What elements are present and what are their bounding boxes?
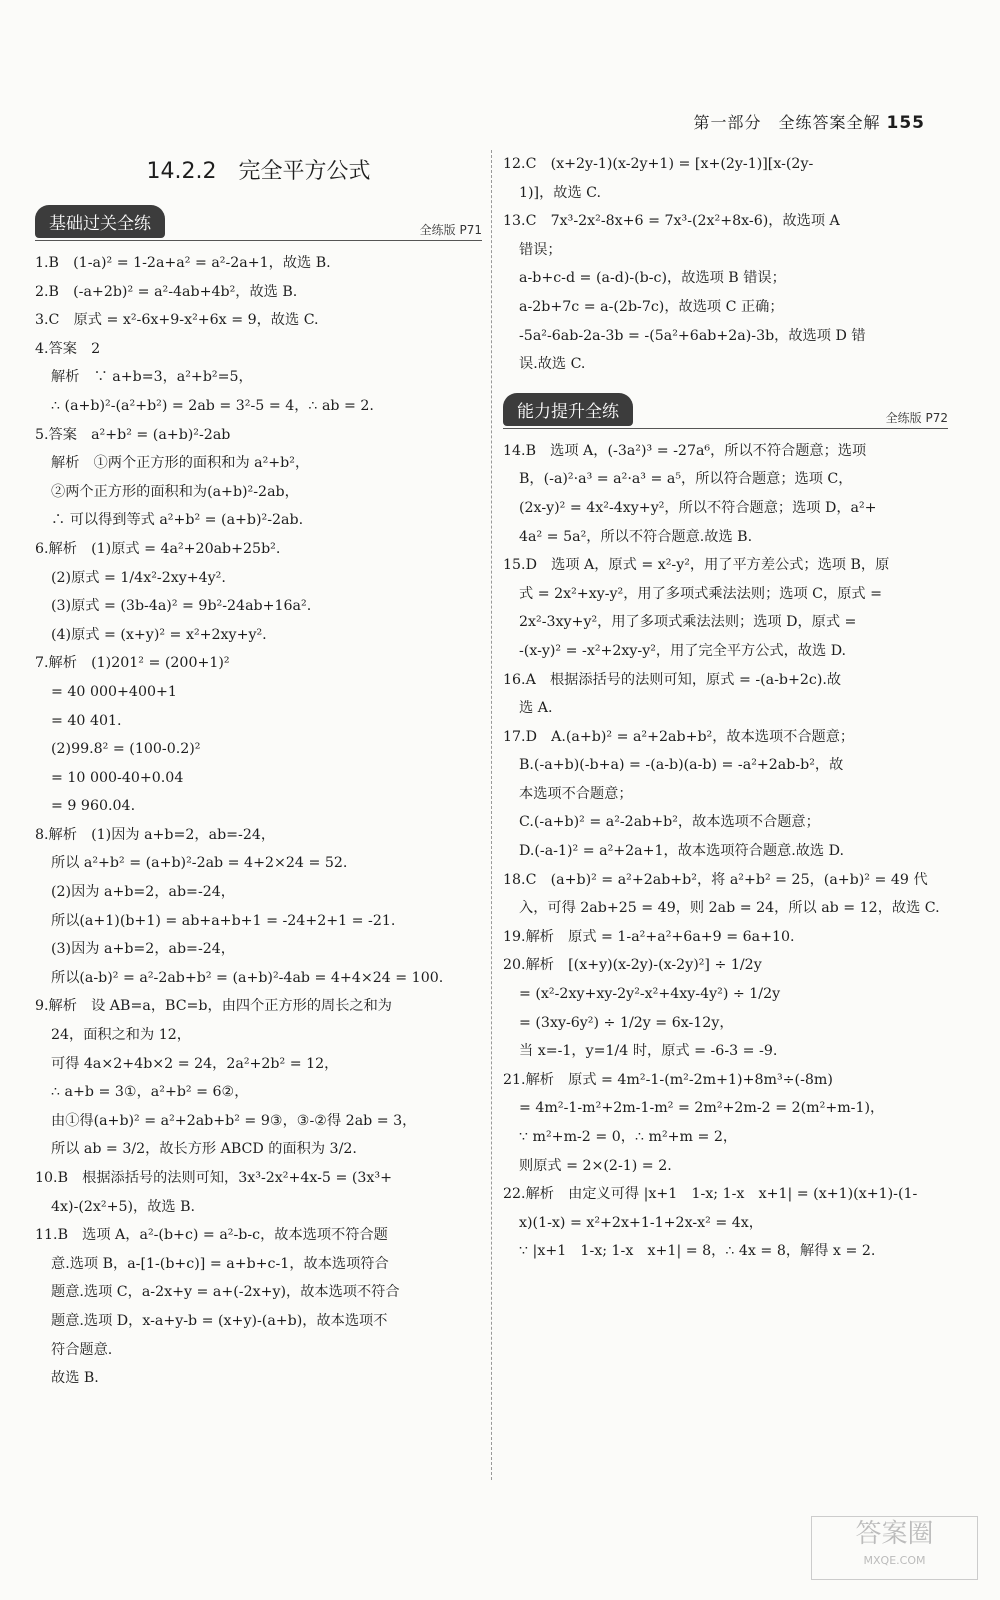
answer-line: 选 A. [519,700,553,717]
section-header-advanced [503,393,948,429]
answer-line: (3)原式 = (3b-4a)² = 9b²-24ab+16a². [51,598,312,615]
answer-line: 故选 B. [51,1370,99,1387]
answer-line: a-2b+7c = a-(2b-7c)，故选项 C 正确； [519,298,784,315]
answer-line: = 4m²-1-m²+2m-1-m² = 2m²+2m-2 = 2(m²+m-1)， [519,1100,885,1117]
column-divider [491,150,492,1480]
right-answer-list-bottom [503,437,948,1266]
answer-line: 19.解析 原式 = 1-a²+a²+6a+9 = 6a+10. [503,928,795,945]
answer-line: 题意.选项 D，x-a+y-b = (x+y)-(a+b)，故本选项不 [51,1312,388,1329]
answer-line: C.(-a+b)² = a²-2ab+b²，故本选项不合题意； [519,814,820,831]
answer-line: = (3xy-6y²) ÷ 1/2y = 6x-12y， [519,1014,734,1031]
answer-line: ∴ a+b = 3①，a²+b² = 6②， [51,1084,249,1101]
section-ref: 全练版 P72 [885,410,948,425]
answer-line: 16.A 根据添括号的法则可知，原式 = -(a-b+2c).故 [503,671,842,688]
answer-line: ②两个正方形的面积和为(a+b)²-2ab， [51,483,299,500]
answer-line: = 10 000-40+0.04 [51,769,184,786]
answer-line: 解析 ∵ a+b=3，a²+b²=5， [51,369,253,386]
right-column [503,150,948,1266]
answer-line: 20.解析 [(x+y)(x-2y)-(x-2y)²] ÷ 1/2y [503,957,762,974]
answer-line: 22.解析 由定义可得 |x+1 1-x; 1-x x+1| = (x+1)(x+1)-(1- [503,1186,918,1203]
answer-line: 21.解析 原式 = 4m²-1-(m²-2m+1)+8m³÷(-8m) [503,1071,833,1088]
answer-line: 意.选项 B，a-[1-(b+c)] = a+b+c-1，故本选项符合 [51,1255,389,1272]
page-title: 14.2.2 完全平方公式 [146,159,371,184]
answer-line: 符合题意. [51,1341,113,1358]
answer-line: (3)因为 a+b=2，ab=-24， [51,941,235,958]
answer-line: -(x-y)² = -x²+2xy-y²，用了完全平方公式，故选 D. [519,642,847,659]
logo-url: MXQE.COM [863,1554,926,1567]
answer-line: 18.C (a+b)² = a²+2ab+b²，将 a²+b² = 25，(a+b)² = 49 代 [503,871,928,888]
right-answer-list-top [503,150,948,379]
answer-line: 则原式 = 2×(2-1) = 2. [519,1157,672,1174]
answer-line: 可得 4a×2+4b×2 = 24，2a²+2b² = 12， [51,1055,339,1072]
answer-line: (2)99.8² = (100-0.2)² [51,741,201,758]
answer-line: 解析 ①两个正方形的面积和为 a²+b²， [51,455,310,472]
page-header [693,110,925,133]
answer-line: 14.B 选项 A，(-3a²)³ = -27a⁶，所以不符合题意；选项 [503,442,867,459]
section-tag: 能力提升全练 [503,393,633,426]
answer-line: (4)原式 = (x+y)² = x²+2xy+y². [51,626,267,643]
answer-line: 9.解析 设 AB=a，BC=b，由四个正方形的周长之和为 [35,998,392,1015]
answer-line: 11.B 选项 A，a²-(b+c) = a²-b-c，故本选项不符合题 [35,1227,388,1244]
answer-line: -5a²-6ab-2a-3b = -(5a²+6ab+2a)-3b，故选项 D 错 [519,327,866,344]
answer-line: 错误； [519,241,562,258]
answer-line: 所以(a-b)² = a²-2ab+b² = (a+b)²-4ab = 4+4×24 = 100. [51,969,444,986]
answer-line: 所以 ab = 3/2，故长方形 ABCD 的面积为 3/2. [51,1141,357,1158]
answer-line: (2)因为 a+b=2，ab=-24， [51,884,235,901]
answer-line: ∵ |x+1 1-x; 1-x x+1| = 8，∴ 4x = 8，解得 x = 2. [519,1243,876,1260]
logo-text: 答案圈 [855,1519,934,1549]
answer-line: ∵ m²+m-2 = 0，∴ m²+m = 2， [519,1129,738,1145]
answer-line: D.(-a-1)² = a²+2a+1，故本选项符合题意.故选 D. [519,843,845,860]
header-text: 第一部分 全练答案全解 [693,113,881,132]
answer-line: = (x²-2xy+xy-2y²-x²+4xy-4y²) ÷ 1/2y [519,986,781,1003]
answer-line: 5.答案 a²+b² = (a+b)²-2ab [35,426,231,443]
answer-line: 4a² = 5a²，所以不符合题意.故选 B. [519,528,753,545]
answer-line: 式 = 2x²+xy-y²，用了多项式乘法法则；选项 C，原式 = [519,585,882,602]
answer-line: = 40 401. [51,712,122,729]
answer-line: 3.C 原式 = x²-6x+9-x²+6x = 9，故选 C. [35,312,319,329]
answer-line: 17.D A.(a+b)² = a²+2ab+b²，故本选项不合题意； [503,728,855,745]
answer-line: 1)]，故选 C. [519,184,602,201]
answer-line: 入，可得 2ab+25 = 49，则 2ab = 24，所以 ab = 12，故选 C. [519,900,940,917]
answer-line: 误.故选 C. [519,356,586,373]
answer-line: (2)原式 = 1/4x²-2xy+4y². [51,569,226,586]
answer-line: 题意.选项 C，a-2x+y = a+(-2x+y)，故本选项不符合 [51,1284,400,1301]
answer-line: 2x²-3xy+y²，用了多项式乘法法则；选项 D，原式 = [519,614,857,631]
answer-line: a-b+c-d = (a-d)-(b-c)，故选项 B 错误； [519,270,786,287]
page-number: 155 [886,113,925,133]
answer-line: (2x-y)² = 4x²-4xy+y²，所以不符合题意；选项 D，a²+ [519,499,877,516]
answer-line: 所以(a+1)(b+1) = ab+a+b+1 = -24+2+1 = -21. [51,912,396,929]
answer-line: = 9 960.04. [51,798,136,815]
answer-line: 10.B 根据添括号的法则可知，3x³-2x²+4x-5 = (3x³+ [35,1170,392,1186]
section-header-basic [35,205,482,241]
section-ref: 全练版 P71 [419,223,482,237]
answer-line: 7.解析 (1)201² = (200+1)² [35,655,230,672]
answer-line: 2.B (-a+2b)² = a²-4ab+4b²，故选 B. [35,283,298,300]
answer-line: 1.B (1-a)² = 1-2a+a² = a²-2a+1，故选 B. [35,255,331,271]
answer-line: ∴ 可以得到等式 a²+b² = (a+b)²-2ab. [51,512,304,529]
answer-line: 本选项不合题意； [519,785,633,802]
left-column [35,150,482,1393]
answer-line: 12.C (x+2y-1)(x-2y+1) = [x+(2y-1)][x-(2y- [503,156,814,172]
answer-line: 15.D 选项 A，原式 = x²-y²，用了平方差公式；选项 B，原 [503,557,890,574]
answer-line: 所以 a²+b² = (a+b)²-2ab = 4+2×24 = 52. [51,855,348,872]
answer-line: 24，面积之和为 12， [51,1027,191,1044]
answer-line: ∴ (a+b)²-(a²+b²) = 2ab = 3²-5 = 4，∴ ab = 2. [51,397,374,414]
answer-line: 4x)-(2x²+5)，故选 B. [51,1198,196,1215]
watermark-logo [811,1516,978,1580]
answer-line: x)(1-x) = x²+2x+1-1+2x-x² = 4x， [519,1214,763,1231]
answer-line: 当 x=-1，y=1/4 时，原式 = -6-3 = -9. [519,1043,778,1060]
answer-line: 8.解析 (1)因为 a+b=2，ab=-24， [35,826,276,843]
left-answer-list [35,249,482,1393]
answer-line: B，(-a)²·a³ = a²·a³ = a⁵，所以符合题意；选项 C， [519,471,853,488]
answer-line: 4.答案 2 [35,340,101,357]
answer-line: B.(-a+b)(-b+a) = -(a-b)(a-b) = -a²+2ab-b²，故 [519,757,844,774]
section-tag: 基础过关全练 [35,205,165,238]
answer-line: 13.C 7x³-2x²-8x+6 = 7x³-(2x²+8x-6)，故选项 A [503,213,840,230]
answer-line: 由①得(a+b)² = a²+2ab+b² = 9③，③-②得 2ab = 3， [51,1112,417,1129]
answer-line: = 40 000+400+1 [51,683,177,700]
answer-line: 6.解析 (1)原式 = 4a²+20ab+25b². [35,540,281,557]
